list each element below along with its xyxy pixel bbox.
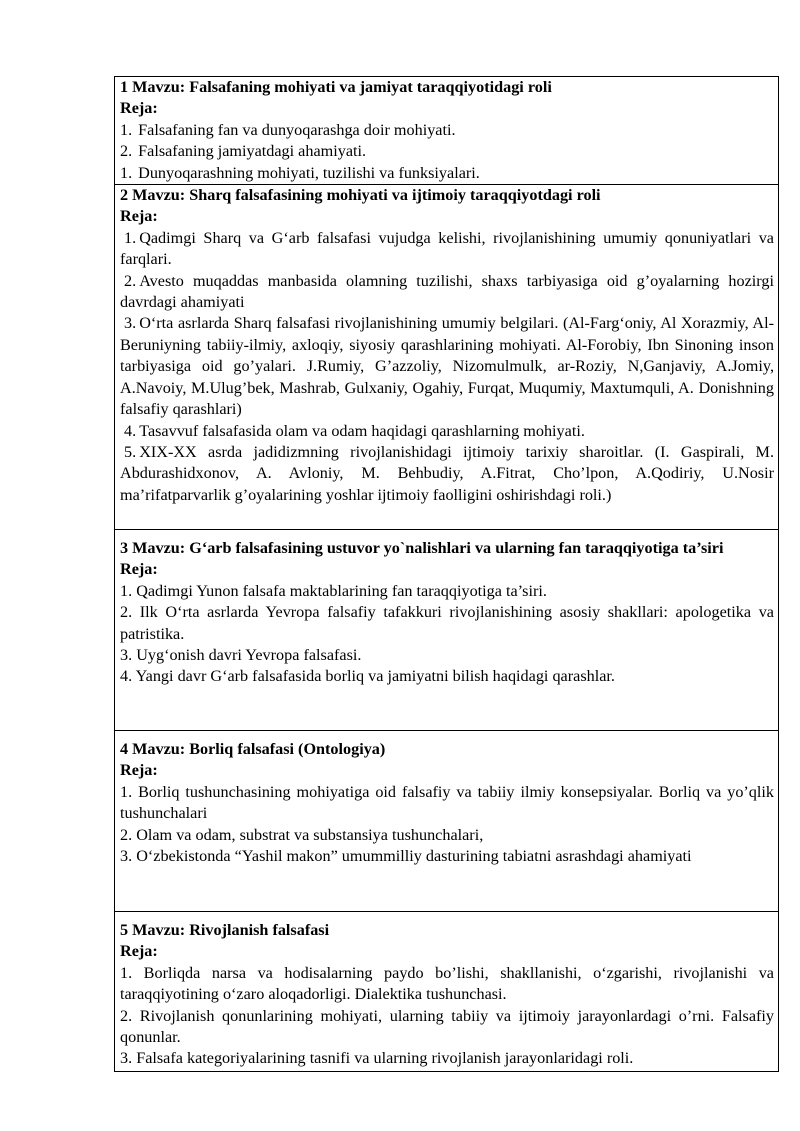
topic-row [115,912,779,1072]
plan-label: Reja: [120,207,158,226]
item-text: O‘rta asrlarda Sharq falsafasi rivojlanishining umumiy belgilari. (Al-Farg‘oniy, Al Xorazmiy, Al-Beruniyning tabiiy-ilmiy, axloqiy, siyosiy qarashlarining mohiyati. Al-Forobiy, Ibn Sinoning inson tarbiyasiga oid go’yalari. J.Rumiy, G’azzoliy, Nizomulmulk, ar-Roziy, N,Ganjaviy, A.Jomiy, A.Navoiy, M.Ulug’bek, Mashrab, Gulxaniy, Ogahiy, Furqat, Muqumiy, Maxtumquli, A. Donishning falsafiy qarashlari) [120,314,774,419]
topic-title: 2 Mavzu: Sharq falsafasining mohiyati va ijtimoiy taraqqiyotdagi roli [120,186,601,205]
item-number: 2. [124,271,137,290]
topic-title: 4 Mavzu: Borliq falsafasi (Ontologiya) [120,740,386,759]
topic-title: 1 Mavzu: Falsafaning mohiyati va jamiyat taraqqiyotidagi roli [120,78,552,96]
plan-label: Reja: [120,99,158,118]
item-text: Falsafaning jamiyatdagi ahamiyati. [138,142,367,161]
plan-item [120,228,774,271]
topic-row [115,731,779,912]
topic-row [115,77,779,185]
item-number: 2. [120,142,133,161]
plan-label: Reja: [120,560,158,579]
item-number: 4. [124,421,137,440]
plan-item: 3. Uyg‘onish davri Yevropa falsafasi. [120,646,362,665]
plan-item: 1. Borliqda narsa va hodisalarning paydo bo’lishi, shakllanishi, o‘zgarishi, rivojlanishi va taraqqiyotining o‘zaro aloqadorligi. Dialektika tushunchasi. [120,963,774,1004]
topic-title: 3 Mavzu: G‘arb falsafasining ustuvor yo`nalishlari va ularning fan taraqqiyotiga ta’siri [120,539,724,558]
plan-item [120,271,774,314]
item-number: 3. [124,314,137,333]
topic-cell [115,77,779,185]
item-text: Tasavvuf falsafasida olam va odam haqidagi qarashlarning mohiyati. [139,421,585,440]
plan-item: 2. Rivojlanish qonunlarining mohiyati, ularning tabiiy va ijtimoiy jarayonlardagi o’rni. Falsafiy qonunlar. [120,1006,774,1047]
item-number: 1. [124,228,137,247]
syllabus-table [114,76,779,1072]
item-number: 1. [120,120,133,139]
item-number: 5. [124,442,137,461]
plan-item: 1. Borliq tushunchasining mohiyatiga oid falsafiy va tabiiy ilmiy konsepsiyalar. Borliq va yo’qlik tushunchalari [120,782,774,823]
item-number: 1. [120,163,133,182]
topic-row [115,530,779,731]
plan-item [120,313,774,420]
plan-item: 3. Falsafa kategoriyalarining tasnifi va ularning rivojlanish jarayonlaridagi roli. [120,1049,634,1068]
plan-item: 4. Yangi davr G‘arb falsafasida borliq va jamiyatni bilish haqidagi qarashlar. [120,667,615,686]
plan-item [120,120,774,141]
plan-item [120,442,774,506]
plan-item [120,421,774,442]
topic-row [115,185,779,530]
item-text: Falsafaning fan va dunyoqarashga doir mohiyati. [138,120,456,139]
topic-cell [115,912,779,1072]
plan-label: Reja: [120,942,158,961]
topic-cell [115,530,779,731]
topic-title: 5 Mavzu: Rivojlanish falsafasi [120,921,330,940]
plan-item [120,163,774,184]
plan-item: 1. Qadimgi Yunon falsafa maktablarining fan taraqqiyotiga ta’siri. [120,581,547,600]
item-text: Dunyoqarashning mohiyati, tuzilishi va funksiyalari. [138,163,480,182]
plan-item: 2. Ilk O‘rta asrlarda Yevropa falsafiy tafakkuri rivojlanishining asosiy shakllari: apologetika va patristika. [120,603,774,643]
topic-cell [115,731,779,912]
plan-item [120,141,774,162]
item-text: Avesto muqaddas manbasida olamning tuzilishi, shaxs tarbiyasiga oid g’oyalarning hozirgi davrdagi ahamiyati [120,271,774,312]
item-text: XIX-XX asrda jadidizmning rivojlanishidagi ijtimoiy tarixiy sharoitlar. (I. Gaspirali, M. Abdurashidxonov, A. Avloniy, M. Behbudiy, A.Fitrat, Cho’lpon, A.Qodiriy, U.Nosir ma’rifatparvarlik g’oyalarining yoshlar ijtimoiy faolligini oshirishdagi roli.) [120,442,774,504]
item-text: Qadimgi Sharq va G‘arb falsafasi vujudga kelishi, rivojlanishining umumiy qonuniyatlari va farqlari. [120,228,774,269]
plan-item: 2. Olam va odam, substrat va substansiya tushunchalari, [120,825,484,844]
topic-cell [115,185,779,530]
plan-label: Reja: [120,761,158,780]
plan-item: 3. O‘zbekistonda “Yashil makon” umummilliy dasturining tabiatni asrashdagi ahamiyati [120,847,692,866]
